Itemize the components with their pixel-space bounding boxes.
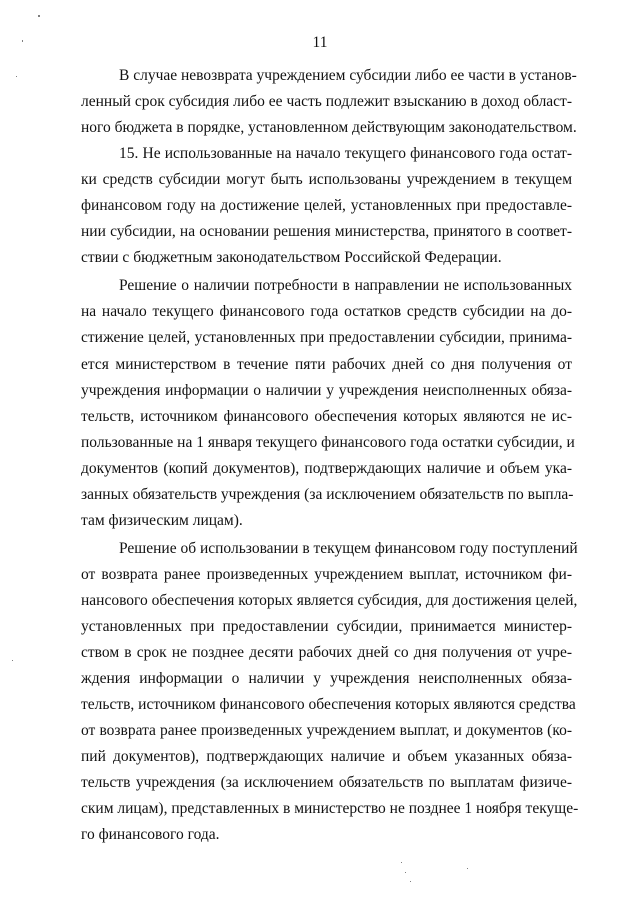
paragraph-3-line-8: документов (копий документов), подтверждающих наличие и объем ука- <box>81 460 572 477</box>
paragraph-3-line-5: учреждения информации о наличии у учреждения неисполненных обяза- <box>81 382 572 399</box>
paragraph-3-line-10: там физическим лицам). <box>81 512 243 529</box>
paragraph-4-line-10: тельств учреждения (за исключением обязательств по выплатам физиче- <box>81 774 572 791</box>
scan-speck <box>38 15 40 17</box>
paragraph-2-line-2: ки средств субсидии могут быть использованы учреждением в текущем <box>81 171 572 188</box>
paragraph-4-line-12: го финансового года. <box>81 826 220 843</box>
scan-speck <box>467 868 468 869</box>
paragraph-4-line-1: Решение об использовании в текущем финансовом году поступлений <box>119 540 578 557</box>
paragraph-4-line-4: установленных при предоставлении субсидии, принимается министер- <box>81 618 572 635</box>
paragraph-4-line-7: тельств, источником финансового обеспечения которых являются средства <box>81 696 576 713</box>
paragraph-4-line-8: от возврата ранее произведенных учреждением выплат, и документов (ко- <box>81 722 572 739</box>
paragraph-4-line-11: ским лицам), представленных в министерство не позднее 1 ноября текуще- <box>81 800 579 817</box>
scan-speck <box>405 872 406 873</box>
paragraph-4-line-6: ждения информации о наличии у учреждения неисполненных обяза- <box>81 670 572 687</box>
scan-speck <box>22 40 23 42</box>
paragraph-1-line-2: ленный срок субсидия либо ее часть подлежит взысканию в доход област- <box>81 93 572 110</box>
page-number: 11 <box>312 34 328 51</box>
paragraph-3-line-6: тельств, источником финансового обеспечения которых являются не ис- <box>81 408 572 425</box>
paragraph-3-line-9: занных обязательств учреждения (за исключением обязательств по выпла- <box>81 486 574 503</box>
paragraph-3-line-4: ется министерством в течение пяти рабочих дней со дня получения от <box>81 356 572 373</box>
paragraph-4-line-3: нансового обеспечения которых является субсидия, для достижения целей, <box>81 592 578 609</box>
paragraph-2-line-5: ствии с бюджетным законодательством Российской Федерации. <box>81 249 502 266</box>
paragraph-3-line-1: Решение о наличии потребности в направлении не использованных <box>119 277 572 294</box>
paragraph-3-line-7: пользованные на 1 января текущего финансового года остатки субсидии, и <box>81 434 575 451</box>
scan-speck <box>410 881 411 882</box>
paragraph-3-line-3: стижение целей, установленных при предоставлении субсидии, принима- <box>81 329 572 346</box>
paragraph-4-line-5: ством в срок не позднее десяти рабочих дней со дня получения от учре- <box>81 644 572 661</box>
scan-speck <box>12 660 13 661</box>
paragraph-4-line-9: пий документов), подтверждающих наличие и объем указанных обяза- <box>81 748 572 765</box>
paragraph-2-line-4: нии субсидии, на основании решения министерства, принятого в соответ- <box>81 223 572 240</box>
scan-speck <box>16 76 17 77</box>
scan-speck <box>401 862 402 863</box>
paragraph-2-line-1: 15. Не использованные на начало текущего финансового года остат- <box>119 145 572 162</box>
paragraph-3-line-2: на начало текущего финансового года остатков средств субсидии на до- <box>81 303 572 320</box>
paragraph-4-line-2: от возврата ранее произведенных учреждением выплат, источником фи- <box>81 566 572 583</box>
paragraph-2-line-3: финансовом году на достижение целей, установленных при предоставле- <box>81 197 572 214</box>
paragraph-1-line-3: ного бюджета в порядке, установленном действующим законодательством. <box>81 119 577 136</box>
paragraph-1-line-1: В случае невозврата учреждением субсидии либо ее части в установ- <box>119 67 577 84</box>
